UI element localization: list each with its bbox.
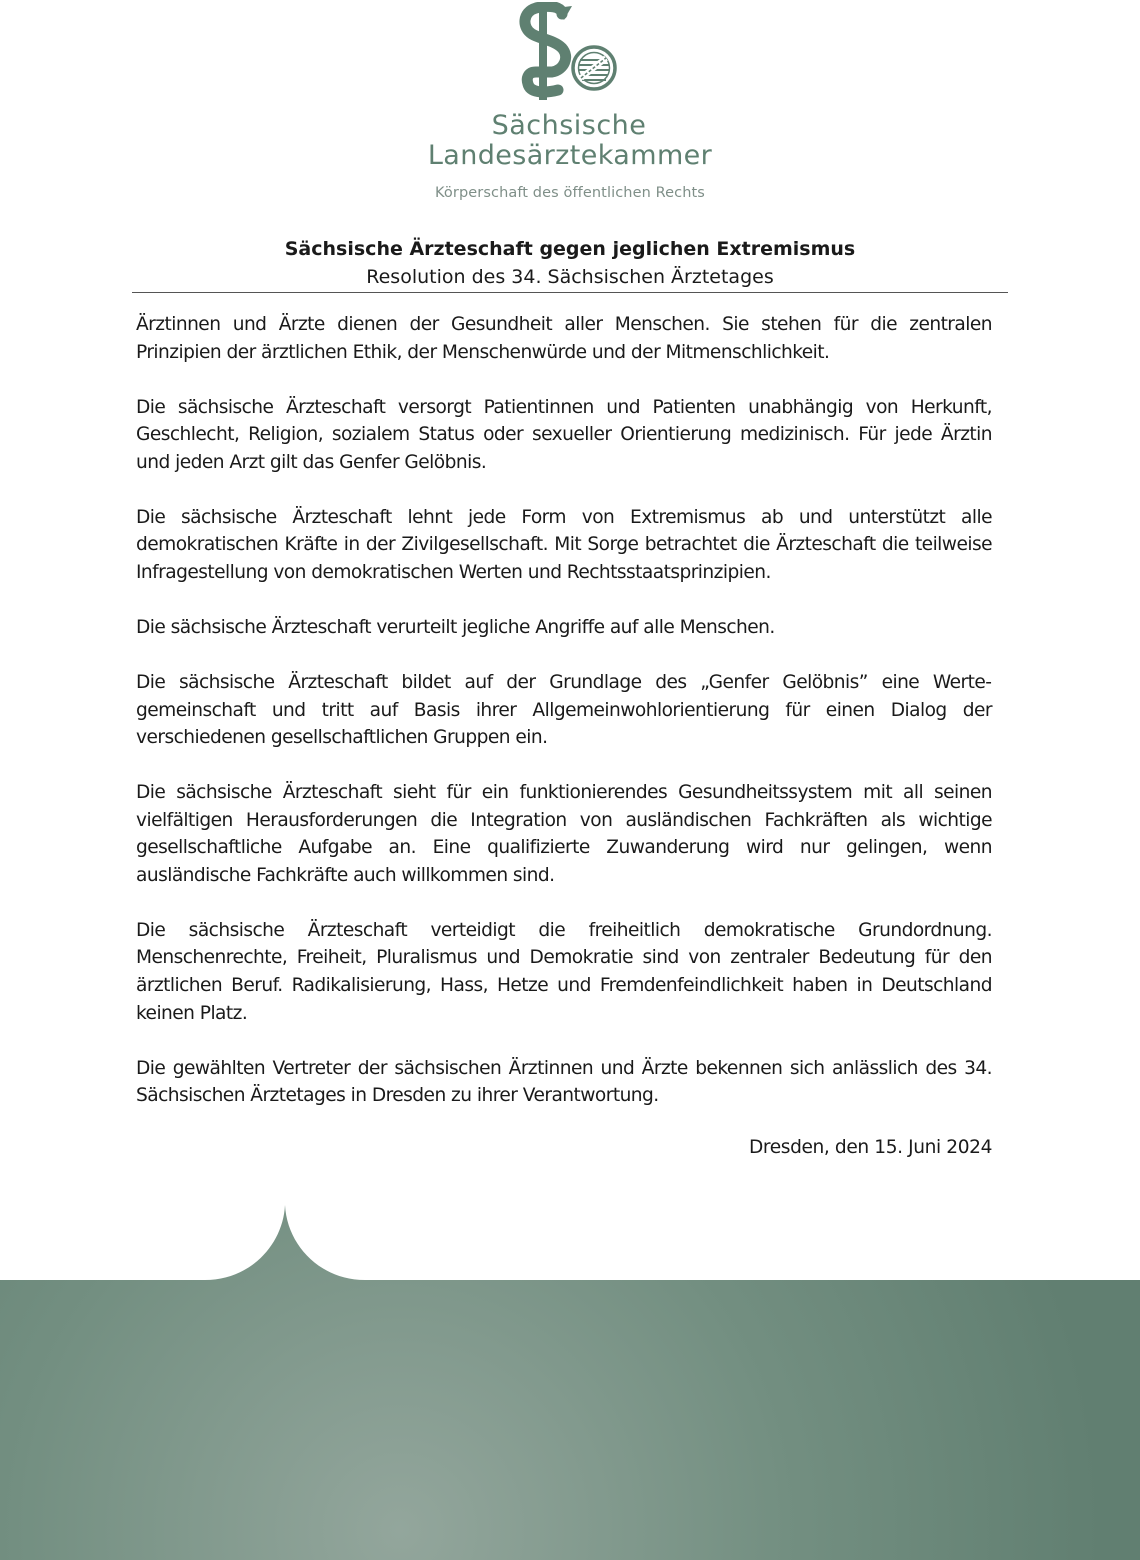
paragraph: Die sächsische Ärzteschaft lehnt jede Form von Extremismus ab und unterstützt alle demokratischen Kräfte in der Zivilgesellschaft. Mit Sorge betrachtet die Ärzteschaft die teilweise Infragestellung von demokratischen Werten und Rechtsstaatsprinzipien. xyxy=(136,506,992,583)
resolution-body xyxy=(136,311,992,1137)
document-title: Sächsische Ärzteschaft gegen jeglichen Extremismus xyxy=(284,238,856,260)
paragraph: Die gewählten Vertreter der sächsischen Ärztinnen und Ärzte bekennen sich anlässlich des 34. Sächsischen Ärztetages in Dresden zu ihrer Verantwortung. xyxy=(136,1057,992,1107)
header-divider xyxy=(132,292,1008,293)
logo-line1: Sächsische xyxy=(491,110,647,141)
paragraph: Ärztinnen und Ärzte dienen der Gesundheit aller Menschen. Sie stehen für die zentralen Prinzipien der ärztlichen Ethik, der Menschenwürde und der Mitmenschlichkeit. xyxy=(136,314,992,363)
footer-decoration xyxy=(0,1200,1140,1560)
place-date: Dresden, den 15. Juni 2024 xyxy=(749,1137,992,1158)
logo-subtitle: Körperschaft des öffentlichen Rechts xyxy=(435,185,705,201)
paragraph: Die sächsische Ärzteschaft sieht für ein funktionierendes Gesundheitssystem mit all seinen vielfältigen Herausforderungen die Integration von ausländischen Fachkräften als wichtige gesellschaftliche Aufgabe an. Eine qualifizierte Zuwanderung wird nur gelingen, wenn ausländische Fachkräfte auch willkommen sind. xyxy=(136,782,992,886)
chamber-logo-icon xyxy=(518,2,622,102)
paragraph: Die sächsische Ärzteschaft versorgt Patientinnen und Patienten unabhängig von Herkunft, Geschlecht, Religion, sozialem Status oder sexueller Orientierung medizinisch. Für jede Ärztin und jeden Arzt gilt das Genfer Gelöbnis. xyxy=(136,396,992,473)
logo xyxy=(0,0,1140,220)
document-header xyxy=(0,235,1140,291)
logo-line2: Landesärztekammer xyxy=(427,140,713,171)
paragraph: Die sächsische Ärzteschaft bildet auf der Grundlage des „Genfer Gelöbnis” eine Wertegemeinschaft und tritt auf Basis ihrer Allgemeinwohlorientierung für einen Dialog der verschiedenen gesellschaftlichen Gruppen ein. xyxy=(136,671,992,749)
paragraph: Die sächsische Ärzteschaft verteidigt die freiheitlich demokratische Grundordnung. Menschenrechte, Freiheit, Pluralismus und Demokratie sind von zentraler Bedeutung für den ärztlichen Beruf. Radikalisierung, Hass, Hetze und Fremdenfeindlichkeit haben in Deutschland keinen Platz. xyxy=(136,919,992,1024)
paragraph: Die sächsische Ärzteschaft verurteilt jegliche Angriffe auf alle Menschen. xyxy=(136,616,775,638)
document-subtitle: Resolution des 34. Sächsischen Ärztetages xyxy=(366,266,774,288)
